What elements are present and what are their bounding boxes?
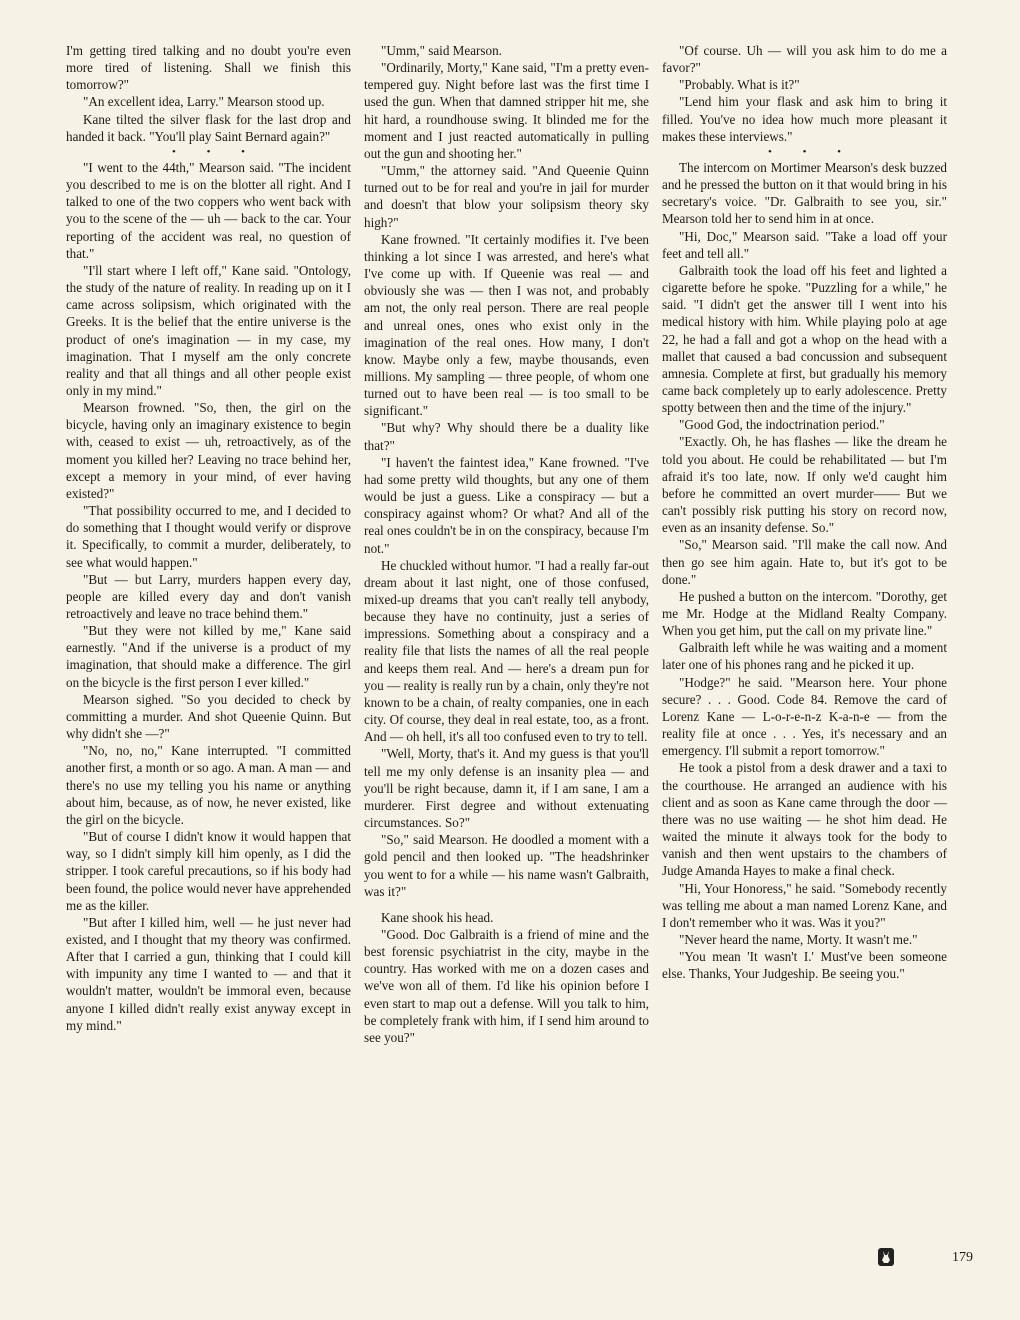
paragraph: "So," said Mearson. He doodled a moment with a gold pencil and then looked up. "The headshrinker you went to for a while — his name wasn't Galbraith, was it?" — [364, 832, 649, 899]
text-column-2 — [364, 42, 649, 1046]
paragraph: "But after I killed him, well — he just never had existed, and I thought that my theory was confirmed. After that I carried a gun, thinking that I could kill with impunity any time I wanted to — and that it wouldn't matter, wouldn't be immoral even, because anyone I killed didn't really exist anyway except in my mind." — [66, 914, 351, 1033]
paragraph: "I'll start where I left off," Kane said. "Ontology, the study of the nature of reality. In reading up on it I came across solipsism, which originated with the Greeks. It is the belief that the entire universe is the product of one's imagination — in my case, my imagination. That I myself am the only concrete reality and that all things and all other people exist only in my mind." — [66, 262, 351, 398]
paragraph: Galbraith took the load off his feet and lighted a cigarette before he spoke. "Puzzling for a while," he said. "I didn't get the answer till I went into his medical history with him. While playing polo at age 22, he had a fall and got a whop on the head with a mallet that caused a bad concussion and subsequent amnesia. Complete at first, but gradually his memory came back completely up to early adolescence. Pretty spotty between then and the time of the injury." — [662, 262, 947, 416]
paragraph: Kane tilted the silver flask for the last drop and handed it back. "You'll play Saint Bernard again?" — [66, 111, 351, 144]
paragraph: "I haven't the faintest idea," Kane frowned. "I've had some pretty wild thoughts, but any one of them would be just a guess. Like a conspiracy — but a conspiracy against whom? Or what? And all of the real ones couldn't be in on the conspiracy, because I'm not." — [364, 454, 649, 556]
paragraph: "Never heard the name, Morty. It wasn't me." — [679, 931, 918, 947]
paragraph: "Hi, Your Honoress," he said. "Somebody recently was telling me about a man named Lorenz Kane, and I don't remember who it was. Was it you?" — [662, 880, 947, 930]
paragraph: "That possibility occurred to me, and I decided to do something that I thought would verify or disprove it. Specifically, to commit a murder, deliberately, to see what would happen." — [66, 503, 351, 570]
paragraph: Mearson sighed. "So you decided to check by committing a murder. And shot Queenie Quinn. But why didn't she —?" — [66, 691, 351, 742]
paragraph: Kane frowned. "It certainly modifies it. I've been thinking a lot since I was arrested, and here's what I've come up with. If Queenie was real — and obviously she was — then I was not, and probably am not, the only real person. There are real people and unreal ones, ones who exist only in the imagination of the real ones. How many, I don't know. Maybe only a few, maybe thousands, even millions. My sampling — three people, of whom one turned out to have been real — is too small to be significant." — [364, 231, 649, 419]
paragraph: "Probably. What is it?" — [679, 77, 800, 93]
section-break: • • • — [171, 145, 260, 158]
page-number: 179 — [952, 1250, 973, 1265]
paragraph: I'm getting tired talking and no doubt you're even more tired of listening. Shall we finish this tomorrow?" — [66, 43, 351, 93]
paragraph: "Hi, Doc," Mearson said. "Take a load off your feet and tell all." — [662, 228, 947, 261]
section-break: • • • — [767, 145, 856, 158]
rabbit-head-icon — [878, 1248, 894, 1266]
paragraph: "I went to the 44th," Mearson said. "The incident you described to me is on the blotter all right. And I talked to one of the two coppers who went back with you to the scene of the — uh — back to the car. Your reporting of the accident was real, no question of that." — [66, 159, 351, 261]
paragraph: He chuckled without humor. "I had a really far-out dream about it last night, one of those confused, mixed-up dreams that you can't really tell anybody, because they have no continuity, just a series of impressions. Something about a conspiracy and a reality file that lists the names of all the real people and keeps them real. And — here's a dream pun for you — reality is really run by a chain, only they're not known to be a chain, of realty companies, one in each city. Of course, they deal in real estate, too, as a front. And — oh hell, it's all too confused even to try to tell. — [364, 557, 649, 745]
paragraph: "Ordinarily, Morty," Kane said, "I'm a pretty even-tempered guy. Night before last was the first time I used the gun. When that damned stripper hit me, she hit hard, a roundhouse swing. It blinded me for the moment and I just reacted automatically in pulling out the gun and shooting her." — [364, 60, 649, 161]
paragraph: Mearson frowned. "So, then, the girl on the bicycle, having only an imaginary existence to begin with, ceased to exist — uh, retroactively, as of the moment you killed her? Leaving no trace behind her, except a memory in your mind, of ever having existed?" — [66, 400, 351, 501]
paragraph: "But why? Why should there be a duality like that?" — [364, 420, 649, 453]
paragraph: He pushed a button on the intercom. "Dorothy, get me Mr. Hodge at the Midland Realty Company. When you get him, put the call on my private line." — [662, 588, 947, 639]
paragraph: "You mean 'It wasn't I.' Must've been someone else. Thanks, Your Judgeship. Be seeing you." — [662, 949, 947, 982]
paragraph: "Of course. Uh — will you ask him to do me a favor?" — [662, 43, 947, 76]
paragraph: "But they were not killed by me," Kane said earnestly. "And if the universe is a product of my imagination, that should make a difference. The girl on the bicycle is the first person I ever killed." — [66, 623, 351, 690]
paragraph: "Good. Doc Galbraith is a friend of mine and the best forensic psychiatrist in the city, maybe in the country. Has worked with me on a dozen cases and we've won all of them. I'd like his opinion before I even start to map out a defense. Will you talk to him, be completely frank with him, if I send him around to see you?" — [364, 926, 649, 1045]
paragraph: "But of course I didn't know it would happen that way, so I didn't simply kill him openly, as I did the stripper. I took careful precautions, so if his body had been found, the police would never have apprehended me as the killer. — [66, 829, 351, 913]
paragraph: "Umm," said Mearson. — [381, 43, 502, 58]
paragraph: "But — but Larry, murders happen every day, people are killed every day and don't vanish retroactively and leave no trace behind them." — [66, 571, 351, 621]
paragraph: "Hodge?" he said. "Mearson here. Your phone secure? . . . Good. Code 84. Remove the card of Lorenz Kane — L-o-r-e-n-z K-a-n-e — from the reality file at once . . . Yes, it's necessary and an emergency. I'll submit a report tomorrow." — [662, 674, 947, 759]
paragraph: "Well, Morty, that's it. And my guess is that you'll tell me my only defense is an insanity plea — and you'll be right because, damn it, if I am sane, I am a murderer. First degree and without extenuating circumstances. So?" — [364, 746, 649, 831]
paragraph: "Lend him your flask and ask him to bring it filled. You've no idea how much more pleasant it makes these interviews." — [662, 94, 947, 144]
paragraph: "Exactly. Oh, he has flashes — like the dream he told you about. He could be rehabilitated — but I'm afraid it's too late, now. If only we'd caught him before he committed an overt murder—— But we can't possibly risk putting his story on record now, even as an insanity defense. So." — [662, 434, 947, 536]
text-column-3 — [662, 42, 947, 982]
paragraph: "So," Mearson said. "I'll make the call now. And then go see him again. Hate to, but it's got to be done." — [662, 537, 947, 587]
paragraph: He took a pistol from a desk drawer and a taxi to the courthouse. He arranged an audience with his client and as soon as Kane came through the door — there was no use waiting — he shot him dead. He waited the minute it always took for the body to vanish and then went upstairs to the chambers of Judge Amanda Hayes to make a final check. — [662, 760, 947, 879]
paragraph: "Umm," the attorney said. "And Queenie Quinn turned out to be for real and you're in jail for murder and doesn't that blow your solipsism theory sky high?" — [364, 163, 649, 230]
paragraph: The intercom on Mortimer Mearson's desk buzzed and he pressed the button on it that would bring in his secretary's voice. "Dr. Galbraith to see you, sir." Mearson told her to send him in at once. — [662, 159, 947, 227]
paragraph: Galbraith left while he was waiting and a moment later one of his phones rang and he picked it up. — [662, 640, 947, 673]
paragraph: "An excellent idea, Larry." Mearson stood up. — [83, 94, 325, 110]
paragraph: Kane shook his head. — [381, 909, 494, 925]
paragraph: "No, no, no," Kane interrupted. "I committed another first, a month or so ago. A man. A man — and there's no use my telling you his name or anything about him, because, as of now, he never existed, like the girl on the bicycle. — [66, 743, 351, 827]
text-column-1 — [66, 42, 351, 1034]
paragraph: "Good God, the indoctrination period." — [679, 417, 885, 433]
